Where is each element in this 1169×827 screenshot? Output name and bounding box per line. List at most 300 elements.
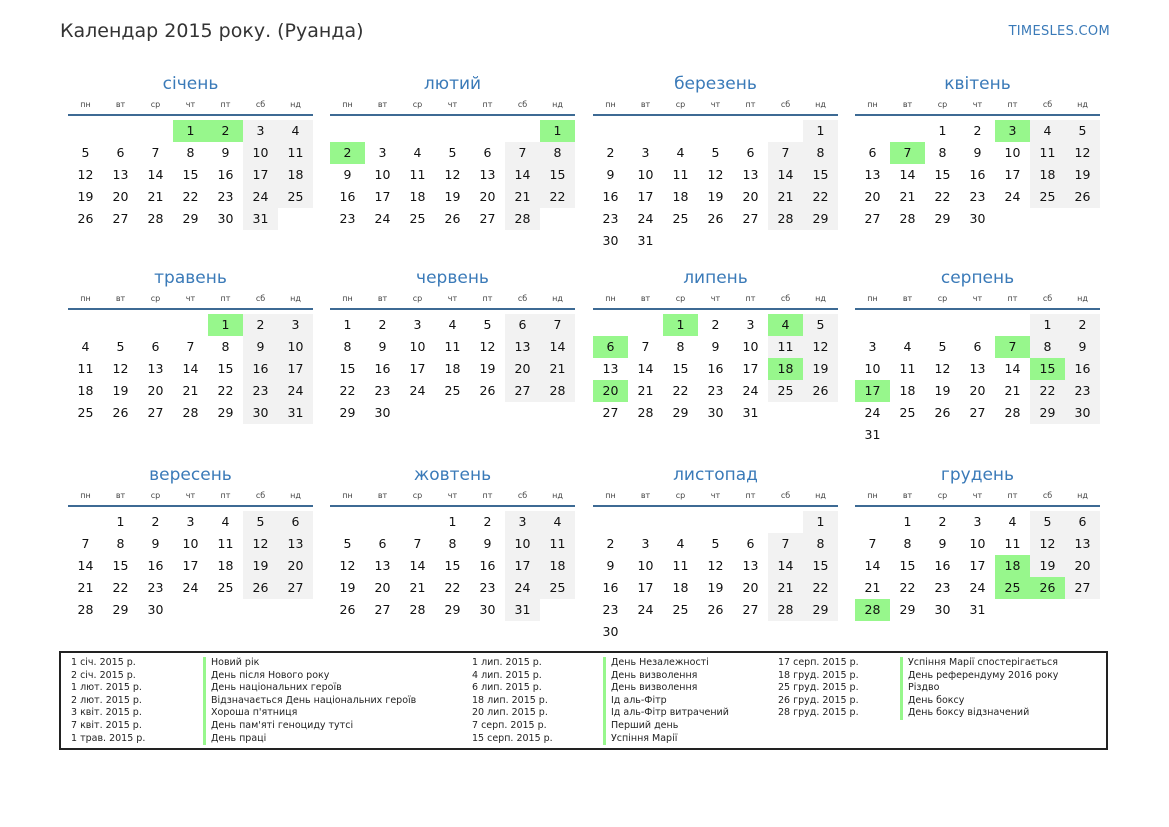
weekday-label: сб [517,294,528,303]
weekday-label: вт [115,491,126,500]
day-cell: 13 [864,167,881,182]
day-cell: 18 [278,164,313,186]
day-cell: 1 [903,514,912,529]
day-cell: 24 [637,602,654,617]
weekday-label: нд [815,294,826,303]
day-cell: 31 [278,402,313,424]
day-cell: 9 [243,336,278,358]
day-cell: 16 [243,358,278,380]
day-cell: 9 [151,536,160,551]
weekday-label: чт [185,294,196,303]
day-cell: 13 [1065,533,1100,555]
weekday-header [330,293,575,305]
day-cell: 31 [742,405,759,420]
empty-cell [68,511,103,533]
day-cell: 21 [864,580,881,595]
month-divider [855,505,1100,507]
legend-date: 18 лип. 2015 р. [472,694,548,706]
day-cell: 31 [505,599,540,621]
month-name: лютий [423,74,482,94]
day-cell: 9 [221,145,230,160]
weekday-label: пн [80,100,91,109]
legend-date: 4 лип. 2015 р. [472,669,542,681]
day-cell: 25 [444,383,461,398]
empty-cell [768,120,803,142]
day-cell: 26 [77,211,94,226]
day-cell: 3 [746,317,755,332]
day-cell: 27 [602,405,619,420]
day-cell: 26 [444,211,461,226]
day-cell: 6 [746,536,755,551]
day-cell: 27 [742,602,759,617]
day-cell: 20 [112,189,129,204]
month-divider [68,308,313,310]
day-cell: 9 [711,339,720,354]
legend-dates-col-1 [71,657,145,745]
day-cell: 2 [243,314,278,336]
weekday-label: чт [710,294,721,303]
day-cell: 20 [505,358,540,380]
day-cell: 16 [374,361,391,376]
day-cell: 20 [1065,555,1100,577]
day-cell: 22 [803,577,838,599]
month-divider [330,505,575,507]
day-cell: 22 [339,383,356,398]
day-cell: 23 [147,580,164,595]
weekday-header [68,490,313,502]
day-cell: 5 [343,536,352,551]
day-cell: 5 [483,317,492,332]
day-cell: 12 [479,339,496,354]
day-cell: 16 [602,580,619,595]
holiday-day-cell: 1 [208,314,243,336]
day-cell: 28 [147,211,164,226]
day-cell: 28 [768,208,803,230]
weekday-label: пн [342,100,353,109]
day-cell: 18 [444,361,461,376]
legend-date: 17 серп. 2015 р. [778,657,859,668]
weekday-label: ср [675,294,686,303]
day-grid [68,120,313,230]
day-cell: 27 [112,211,129,226]
day-cell: 16 [934,558,951,573]
weekday-label: пт [1007,100,1018,109]
weekday-label: ср [937,100,948,109]
day-cell: 6 [278,511,313,533]
day-cell: 25 [899,405,916,420]
day-cell: 18 [899,383,916,398]
legend-holiday-name: Ід аль-Фітр витрачений [603,707,729,720]
month-name: жовтень [413,465,492,485]
empty-cell [733,120,768,142]
day-cell: 25 [77,405,94,420]
weekday-label: нд [552,491,563,500]
day-cell: 28 [637,405,654,420]
legend-date: 1 січ. 2015 р. [71,657,136,668]
day-cell: 12 [707,167,724,182]
weekday-header [593,293,838,305]
day-cell: 30 [479,602,496,617]
day-cell: 11 [278,142,313,164]
day-cell: 30 [602,624,619,639]
weekday-label: пн [605,491,616,500]
legend-holiday-name: Різдво [900,682,1058,695]
day-cell: 10 [742,339,759,354]
day-cell: 24 [742,383,759,398]
weekday-label: пт [482,100,493,109]
day-cell: 16 [1065,358,1100,380]
holiday-day-cell: 4 [768,314,803,336]
day-cell: 10 [409,339,426,354]
day-cell: 8 [803,142,838,164]
day-cell: 17 [278,358,313,380]
day-cell: 9 [606,167,615,182]
day-cell: 29 [339,405,356,420]
day-cell: 4 [221,514,230,529]
holiday-day-cell: 20 [593,380,628,402]
day-cell: 29 [217,405,234,420]
day-cell: 21 [768,577,803,599]
day-cell: 7 [505,142,540,164]
weekday-label: нд [290,491,301,500]
day-cell: 2 [606,145,615,160]
day-cell: 17 [243,164,278,186]
day-grid [68,511,313,621]
day-cell: 2 [378,317,387,332]
legend-names-col-1 [203,657,416,745]
month-name: липень [683,268,748,288]
day-cell: 9 [606,558,615,573]
day-cell: 1 [343,317,352,332]
day-cell: 26 [803,380,838,402]
weekday-label: чт [447,100,458,109]
day-cell: 3 [378,145,387,160]
weekday-label: ср [150,294,161,303]
day-cell: 17 [969,558,986,573]
day-cell: 21 [77,580,94,595]
day-cell: 21 [505,186,540,208]
weekday-label: вт [902,100,913,109]
day-cell: 25 [1030,186,1065,208]
day-cell: 27 [147,405,164,420]
day-cell: 21 [899,189,916,204]
day-cell: 29 [803,208,838,230]
day-cell: 3 [641,536,650,551]
weekday-label: сб [1042,294,1053,303]
day-cell: 5 [938,339,947,354]
day-cell: 3 [278,314,313,336]
month-calendar [330,465,575,621]
legend-holiday-name: День Незалежності [603,657,729,670]
legend-holiday-name: День референдуму 2016 року [900,670,1058,683]
day-cell: 30 [934,602,951,617]
holiday-day-cell: 2 [330,142,365,164]
weekday-header [330,490,575,502]
day-cell: 15 [899,558,916,573]
day-cell: 13 [602,361,619,376]
legend-holiday-name: Хороша п'ятниця [203,707,416,720]
month-calendar [68,465,313,621]
day-cell: 3 [413,317,422,332]
day-cell: 9 [378,339,387,354]
empty-cell [138,314,173,336]
day-cell: 2 [606,536,615,551]
day-cell: 30 [969,211,986,226]
day-cell: 27 [374,602,391,617]
weekday-label: чт [447,491,458,500]
holiday-day-cell: 7 [995,336,1030,358]
weekday-label: чт [972,294,983,303]
day-cell: 3 [186,514,195,529]
day-cell: 25 [217,580,234,595]
day-cell: 10 [243,142,278,164]
day-cell: 13 [505,336,540,358]
day-cell: 22 [899,580,916,595]
day-cell: 23 [1065,380,1100,402]
day-cell: 22 [112,580,129,595]
day-cell: 8 [448,536,457,551]
day-cell: 23 [243,380,278,402]
day-cell: 10 [637,167,654,182]
day-cell: 2 [151,514,160,529]
day-cell: 13 [374,558,391,573]
day-cell: 15 [540,164,575,186]
day-cell: 29 [444,602,461,617]
legend-date: 2 січ. 2015 р. [71,669,136,681]
holiday-day-cell: 1 [173,120,208,142]
day-cell: 28 [1004,405,1021,420]
weekday-label: чт [972,100,983,109]
legend-date: 1 лип. 2015 р. [472,657,542,668]
day-cell: 9 [1065,336,1100,358]
day-cell: 26 [707,211,724,226]
legend-holiday-name: Перший день [603,720,729,733]
day-cell: 12 [339,558,356,573]
day-cell: 1 [803,120,838,142]
day-cell: 30 [707,405,724,420]
legend-date: 1 лют. 2015 р. [71,682,142,694]
day-cell: 13 [479,167,496,182]
day-cell: 15 [112,558,129,573]
holiday-day-cell: 18 [995,555,1030,577]
day-cell: 18 [77,383,94,398]
month-divider [330,114,575,116]
month-divider [68,114,313,116]
day-cell: 30 [602,233,619,248]
day-cell: 26 [1065,186,1100,208]
weekday-label: пн [867,294,878,303]
legend-date: 7 серп. 2015 р. [472,719,547,731]
brand-link[interactable]: TIMESLES.COM [1008,24,1110,39]
day-cell: 10 [278,336,313,358]
empty-cell [698,120,733,142]
day-cell: 31 [637,233,654,248]
day-cell: 16 [339,189,356,204]
day-cell: 4 [676,145,685,160]
day-cell: 4 [81,339,90,354]
day-cell: 7 [540,314,575,336]
weekday-label: сб [1042,491,1053,500]
weekday-label: ср [675,491,686,500]
day-grid [330,314,575,424]
day-cell: 23 [374,383,391,398]
month-name: вересень [149,465,232,485]
weekday-label: нд [290,294,301,303]
legend-date: 1 трав. 2015 р. [71,732,146,744]
day-cell: 20 [479,189,496,204]
day-cell: 20 [147,383,164,398]
day-cell: 25 [672,602,689,617]
weekday-header [593,99,838,111]
day-cell: 25 [278,186,313,208]
day-cell: 24 [637,211,654,226]
day-cell: 30 [374,405,391,420]
day-cell: 27 [1065,577,1100,599]
day-cell: 16 [217,167,234,182]
weekday-label: нд [290,100,301,109]
day-cell: 2 [938,514,947,529]
empty-cell [365,120,400,142]
day-cell: 28 [768,599,803,621]
day-cell: 9 [973,145,982,160]
legend-date: 3 квіт. 2015 р. [71,707,142,719]
day-cell: 21 [768,186,803,208]
day-cell: 9 [938,536,947,551]
day-cell: 5 [1065,120,1100,142]
day-cell: 15 [444,558,461,573]
empty-cell [663,120,698,142]
day-cell: 8 [116,536,125,551]
day-cell: 29 [182,211,199,226]
holiday-day-cell: 26 [1030,577,1065,599]
day-cell: 23 [934,580,951,595]
day-cell: 6 [505,314,540,336]
day-grid [593,120,838,252]
weekday-header [855,490,1100,502]
day-cell: 2 [711,317,720,332]
day-cell: 15 [803,164,838,186]
day-cell: 6 [746,145,755,160]
day-cell: 25 [672,211,689,226]
month-calendar [855,465,1100,621]
day-cell: 16 [969,167,986,182]
empty-cell [628,120,663,142]
weekday-label: чт [710,491,721,500]
day-cell: 27 [479,211,496,226]
day-cell: 24 [505,577,540,599]
day-cell: 4 [278,120,313,142]
month-calendar [593,465,838,643]
legend-holiday-name: День після Нового року [203,670,416,683]
day-cell: 4 [1030,120,1065,142]
day-cell: 19 [707,580,724,595]
day-cell: 22 [217,383,234,398]
month-name: серпень [940,268,1015,288]
day-cell: 11 [217,536,234,551]
day-cell: 4 [413,145,422,160]
holiday-day-cell: 25 [995,577,1030,599]
weekday-label: сб [255,491,266,500]
legend-holiday-name: День пам'яті геноциду тутсі [203,720,416,733]
empty-cell [628,511,663,533]
day-cell: 6 [116,145,125,160]
day-cell: 18 [540,555,575,577]
weekday-label: вт [115,100,126,109]
month-divider [593,505,838,507]
legend-date: 26 груд. 2015 р. [778,694,859,706]
day-cell: 14 [147,167,164,182]
weekday-header [68,293,313,305]
day-cell: 14 [864,558,881,573]
day-cell: 13 [969,361,986,376]
day-cell: 9 [483,536,492,551]
day-cell: 14 [1004,361,1021,376]
holiday-day-cell: 1 [663,314,698,336]
day-cell: 26 [934,405,951,420]
weekday-label: чт [972,491,983,500]
day-cell: 7 [413,536,422,551]
day-cell: 16 [602,189,619,204]
day-cell: 5 [243,511,278,533]
legend-date: 2 лют. 2015 р. [71,694,142,706]
legend-holiday-name: Відзначається День національних героїв [203,695,416,708]
day-cell: 12 [112,361,129,376]
day-cell: 28 [505,208,540,230]
weekday-label: пт [1007,294,1018,303]
empty-cell [103,314,138,336]
day-cell: 19 [339,580,356,595]
legend-holiday-name: День визволення [603,670,729,683]
holiday-day-cell: 2 [208,120,243,142]
empty-cell [698,511,733,533]
holiday-day-cell: 28 [855,599,890,621]
month-divider [593,308,838,310]
day-cell: 20 [374,580,391,595]
day-cell: 24 [969,580,986,595]
day-cell: 13 [278,533,313,555]
weekday-label: вт [902,491,913,500]
day-cell: 19 [77,189,94,204]
day-cell: 4 [903,339,912,354]
day-cell: 7 [81,536,90,551]
day-cell: 5 [711,536,720,551]
day-cell: 29 [934,211,951,226]
page-title: Календар 2015 року. (Руанда) [60,20,364,42]
weekday-label: сб [780,294,791,303]
empty-cell [435,120,470,142]
legend-names-col-3 [900,657,1058,720]
day-cell: 17 [742,361,759,376]
day-cell: 20 [742,189,759,204]
day-cell: 12 [77,167,94,182]
month-divider [68,505,313,507]
day-cell: 1 [116,514,125,529]
day-cell: 5 [803,314,838,336]
day-cell: 31 [864,427,881,442]
day-cell: 22 [803,186,838,208]
legend-holiday-name: Ід аль-Фітр [603,695,729,708]
weekday-label: сб [255,294,266,303]
empty-cell [995,314,1030,336]
weekday-label: чт [185,100,196,109]
day-cell: 25 [540,577,575,599]
day-cell: 28 [182,405,199,420]
day-cell: 12 [444,167,461,182]
day-cell: 11 [1004,536,1021,551]
day-cell: 22 [540,186,575,208]
day-cell: 23 [602,602,619,617]
day-cell: 10 [637,558,654,573]
